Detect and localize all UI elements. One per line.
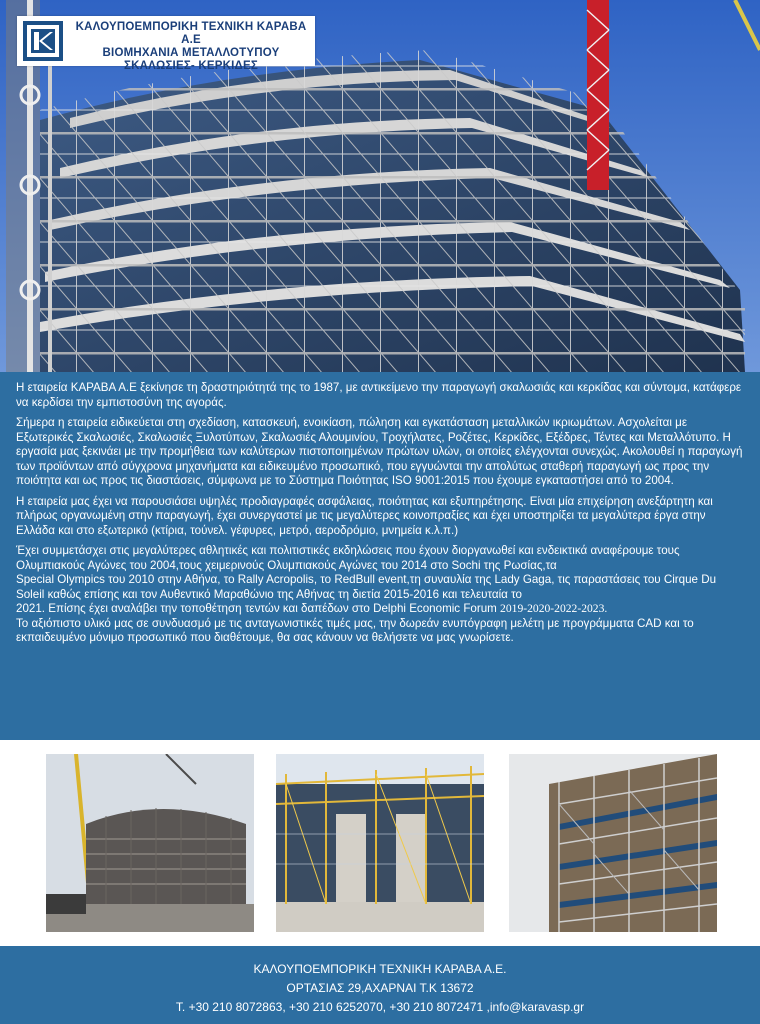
- description-text: [16, 381, 746, 646]
- paragraph-services: Σήμερα η εταιρεία ειδικεύεται στη σχεδίαση, κατασκευή, ενοικίαση, πώληση και εγκατάσταση μεταλλικών ικριωμάτων. Ασχολείται με Εξωτερικές Σκαλωσιές, Σκαλωσιές Ξυλοτύπων, Σκαλωσιές Αλουμινίου, Τροχήλατες, Ροζέτες, Κερκίδες, Εξέδρες, Τέντες και Μεταλλότυπο. Η εργασία μας ξεκινάει με την προμήθεια των καλύτερων πιστοποιημένων πρώτων υλών, οι οποίες ελέγχονται συνεχώς. Ακολουθεί η παραγωγή των προϊόντων από σύγχρονα μηχανήματα και ειδικευμένο προσωπικό, που εγγυώνται την απολύτως σταθερή παραγωγή ως προς την ποιότητα και ως προς τις διαστάσεις, σύμφωνα με το Σύστημα Ποιότητας ISO 9001:2015 που έχουμε εγκαταστήσει από το 2004.: [16, 416, 743, 487]
- footer-address: ΟΡΤΑΣΙΑΣ 29,ΑΧΑΡΝΑΙ Τ.Κ 13672: [286, 981, 474, 995]
- photo-formwork-scaffolding: [276, 754, 484, 932]
- photo-round-building: [46, 754, 254, 932]
- logo-text: [71, 21, 311, 73]
- events-years: 2019-2020-2022-2023.: [500, 602, 608, 615]
- logo-line-products: ΣΚΑΛΩΣΙΕΣ- ΚΕΡΚΙΔΕΣ: [124, 60, 258, 72]
- events-line-3: 2021. Επίσης έχει αναλάβει την τοποθέτηση τεντών και δαπέδων στο Delphi Economic Forum: [16, 602, 501, 615]
- photo-facade-scaffolding: [509, 754, 717, 932]
- k-letter-logo-icon: [23, 21, 63, 61]
- hero-image: [0, 0, 760, 372]
- logo-line-company: ΚΑΛΟΥΠΟΕΜΠΟΡΙΚΗ ΤΕΧΝΙΚΗ ΚΑΡΑΒΑ Α.Ε: [75, 21, 307, 46]
- events-line-4: Το αξιόπιστο υλικό μας σε συνδυασμό με τις ανταγωνιστικές τιμές μας, την δωρεάν ενυπόγραφη μελέτη με προγράμματα CAD και το εκπαιδευμένο μόνιμο προσωπικό που διαθέτουμε, θα σας κάνουν να θελήσετε να μας γνωρίσετε.: [16, 616, 694, 644]
- footer-contact-info: Τ. +30 210 8072863, +30 210 6252070, +30 210 8072471 ,info@karavasp.gr: [175, 1000, 585, 1014]
- company-logo: [17, 16, 315, 72]
- company-description-section: [0, 372, 760, 740]
- events-line-1: Έχει συμμετάσχει στις μεγαλύτερες αθλητικές και πολιτιστικές εκδηλώσεις που έχουν διοργανωθεί και ενδεικτικά αναφέρουμε τους Ολυμπιακούς Αγώνες του 2004,τους χειμερινούς Ολυμπιακούς Αγώνες του 2014 στο Sochi της Ρωσίας,τα: [16, 544, 680, 572]
- paragraph-events: [16, 544, 746, 646]
- contact-footer: [0, 946, 760, 1024]
- paragraph-history: Η εταιρεία ΚΑΡΑΒΑ Α.Ε ξεκίνησε τη δραστηριότητά της το 1987, με αντικείμενο την παραγωγή σκαλωσιάς και κερκίδας και σύντομα, κατάφερε να κερδίσει την εμπιστοσύνη της αγοράς.: [16, 381, 742, 409]
- project-photos: [0, 740, 760, 946]
- paragraph-quality: Η εταιρεία μας έχει να παρουσιάσει υψηλές προδιαγραφές ασφάλειας, ποιότητας και εξυπηρέτησης. Είναι μία επιχείρηση ανεξάρτητη και πλήρως οργανωμένη στην παραγωγή, έχει συνεργαστεί με τις μεγαλύτερες κοινοπραξίες και έχει υποστηρίξει τα μεγαλύτερα έργα στην Ελλάδα και στο εξωτερικό (κτίρια, τούνελ. γέφυρες, μετρό, αεροδρόμιο, μνημεία κ.λ.π.): [16, 494, 713, 537]
- footer-company-name: ΚΑΛΟΥΠΟΕΜΠΟΡΙΚΗ ΤΕΧΝΙΚΗ ΚΑΡΑΒΑ Α.Ε.: [253, 962, 507, 976]
- events-line-2: Special Olympics του 2010 στην Αθήνα, το Rally Acropolis, το RedBull event,τη συναυλία της Lady Gaga, τις παραστάσεις του Cirque Du Soleil καθώς επίσης και τον Αυθεντικό Μαραθώνιο της Αθήνας τη διετία 2015-2016 και τελευταία το: [16, 573, 717, 601]
- logo-line-industry: ΒΙΟΜΗΧΑΝΙΑ ΜΕΤΑΛΛΟΤΥΠΟΥ: [102, 47, 280, 59]
